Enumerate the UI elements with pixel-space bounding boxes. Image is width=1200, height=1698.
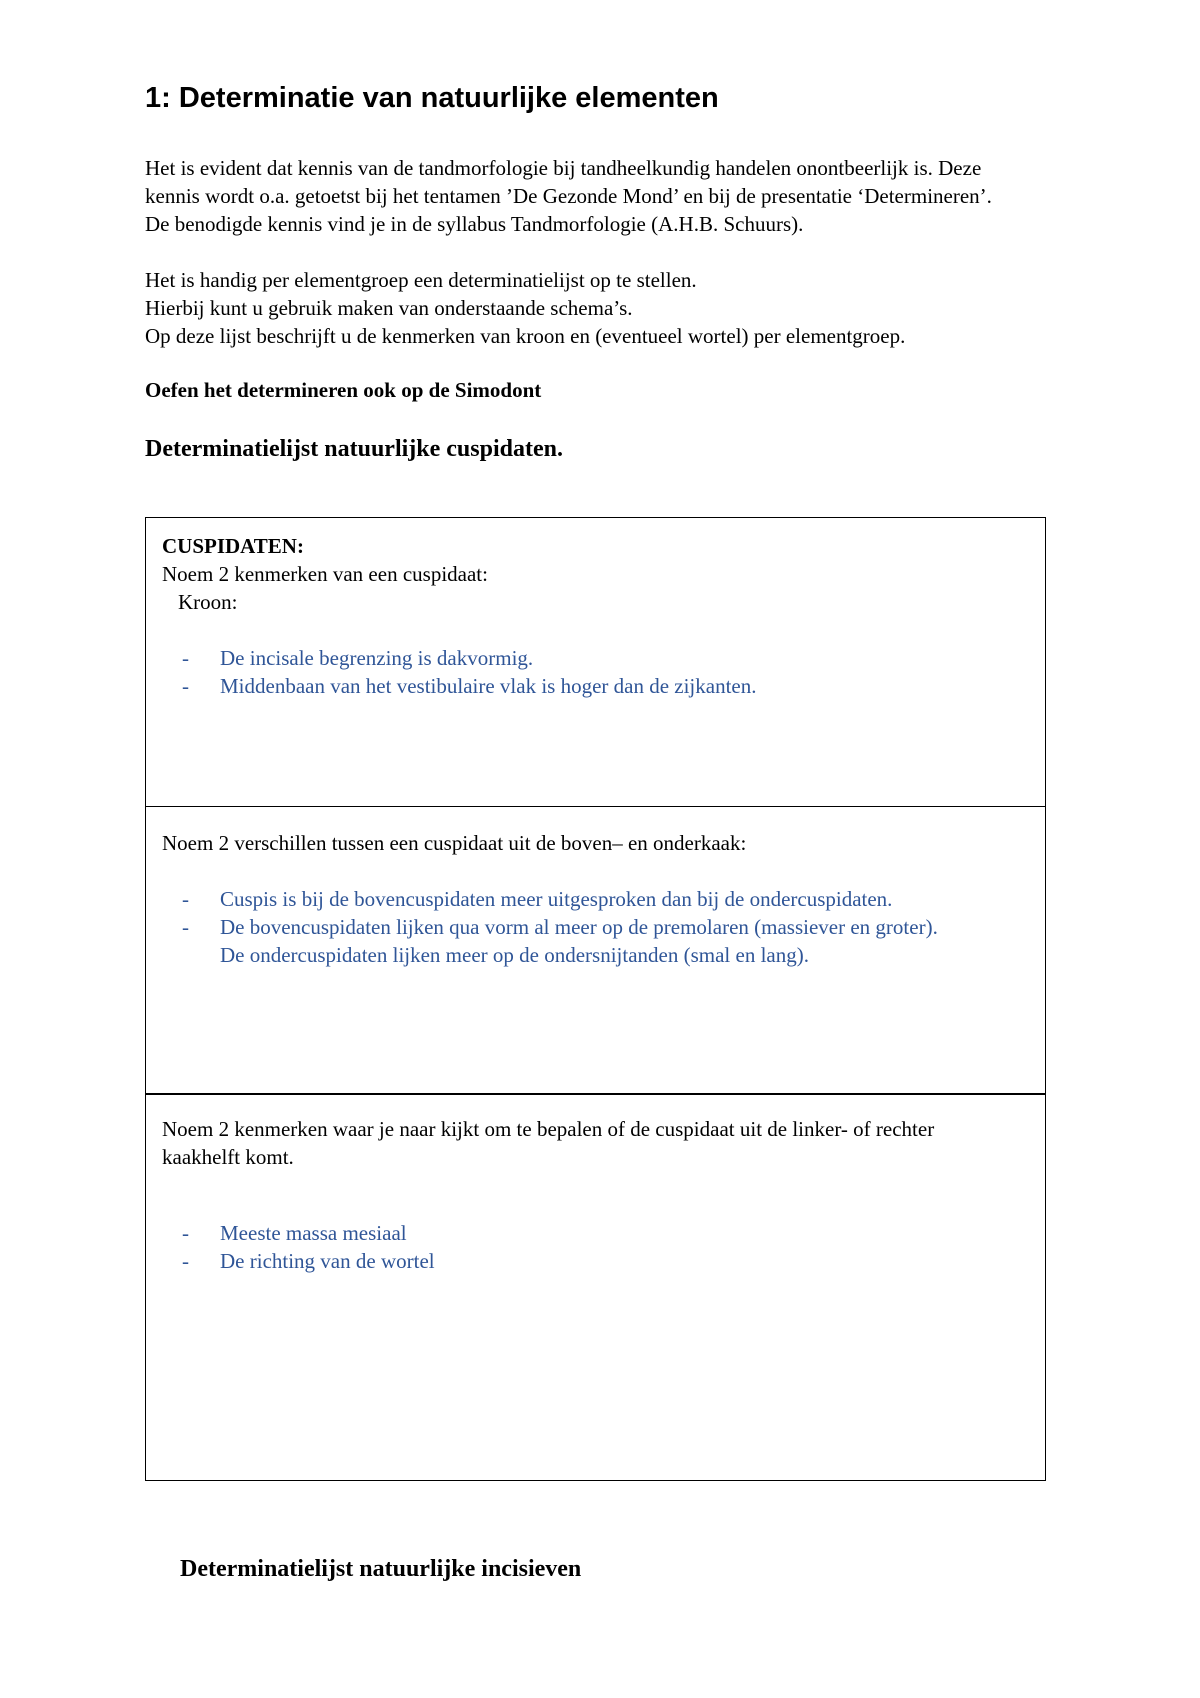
box-question: Noem 2 kenmerken van een cuspidaat: [162,562,488,586]
instructions-line: Hierbij kunt u gebruik maken van onderstaande schema’s. [145,296,633,320]
bullet-dash: - [182,646,189,670]
box-question: Noem 2 kenmerken waar je naar kijkt om te bepalen of de cuspidaat uit de linker- of rechter [162,1117,935,1141]
intro-line: De benodigde kennis vind je in de syllabus Tandmorfologie (A.H.B. Schuurs). [145,212,804,236]
bullet-dash: - [182,1221,189,1245]
box-sub-label: Kroon: [178,590,238,614]
intro-paragraph [145,154,992,238]
section-title-incisieven: Determinatielijst natuurlijke incisieven [180,1556,582,1582]
answer-text: Middenbaan van het vestibulaire vlak is hoger dan de zijkanten. [220,674,757,698]
page-title: 1: Determinatie van natuurlijke elementen [145,82,719,114]
answer-list [182,644,757,700]
cuspidaten-box-verschillen [145,806,1046,1094]
box-title: CUSPIDATEN: [162,534,304,558]
cuspidaten-box-kenmerken [145,517,1046,807]
bullet-dash: - [182,1249,189,1273]
answer-item [182,913,938,969]
answer-text: De incisale begrenzing is dakvormig. [220,646,534,670]
answer-text: De richting van de wortel [220,1249,435,1273]
instructions-paragraph [145,266,905,350]
section-title-cuspidaten: Determinatielijst natuurlijke cuspidaten. [145,436,563,462]
bullet-dash: - [182,674,189,698]
answer-text: De bovencuspidaten lijken qua vorm al meer op de premolaren (massiever en groter). [220,915,938,939]
answer-text-continued: De ondercuspidaten lijken meer op de ondersnijtanden (smal en lang). [220,943,809,967]
answer-text: Meeste massa mesiaal [220,1221,407,1245]
bullet-dash: - [182,887,189,911]
practice-note: Oefen het determineren ook op de Simodont [145,378,542,402]
answer-item [182,672,757,700]
intro-line: kennis wordt o.a. getoetst bij het tentamen ’De Gezonde Mond’ en bij de presentatie ‘Determineren’. [145,184,992,208]
answer-list [182,1219,435,1275]
answer-item [182,1247,435,1275]
answer-item [182,1219,435,1247]
answer-item [182,644,757,672]
box-question: kaakhelft komt. [162,1145,294,1169]
answer-item [182,885,938,913]
answer-text: Cuspis is bij de bovencuspidaten meer uitgesproken dan bij de ondercuspidaten. [220,887,893,911]
intro-line: Het is evident dat kennis van de tandmorfologie bij tandheelkundig handelen onontbeerlijk is. Deze [145,156,982,180]
instructions-line: Op deze lijst beschrijft u de kenmerken van kroon en (eventueel wortel) per elementgroep. [145,324,906,348]
answer-list [182,885,938,969]
instructions-line: Het is handig per elementgroep een determinatielijst op te stellen. [145,268,697,292]
box-question: Noem 2 verschillen tussen een cuspidaat uit de boven– en onderkaak: [162,831,747,855]
cuspidaten-box-kaakhelft [145,1093,1046,1481]
bullet-dash: - [182,915,189,939]
